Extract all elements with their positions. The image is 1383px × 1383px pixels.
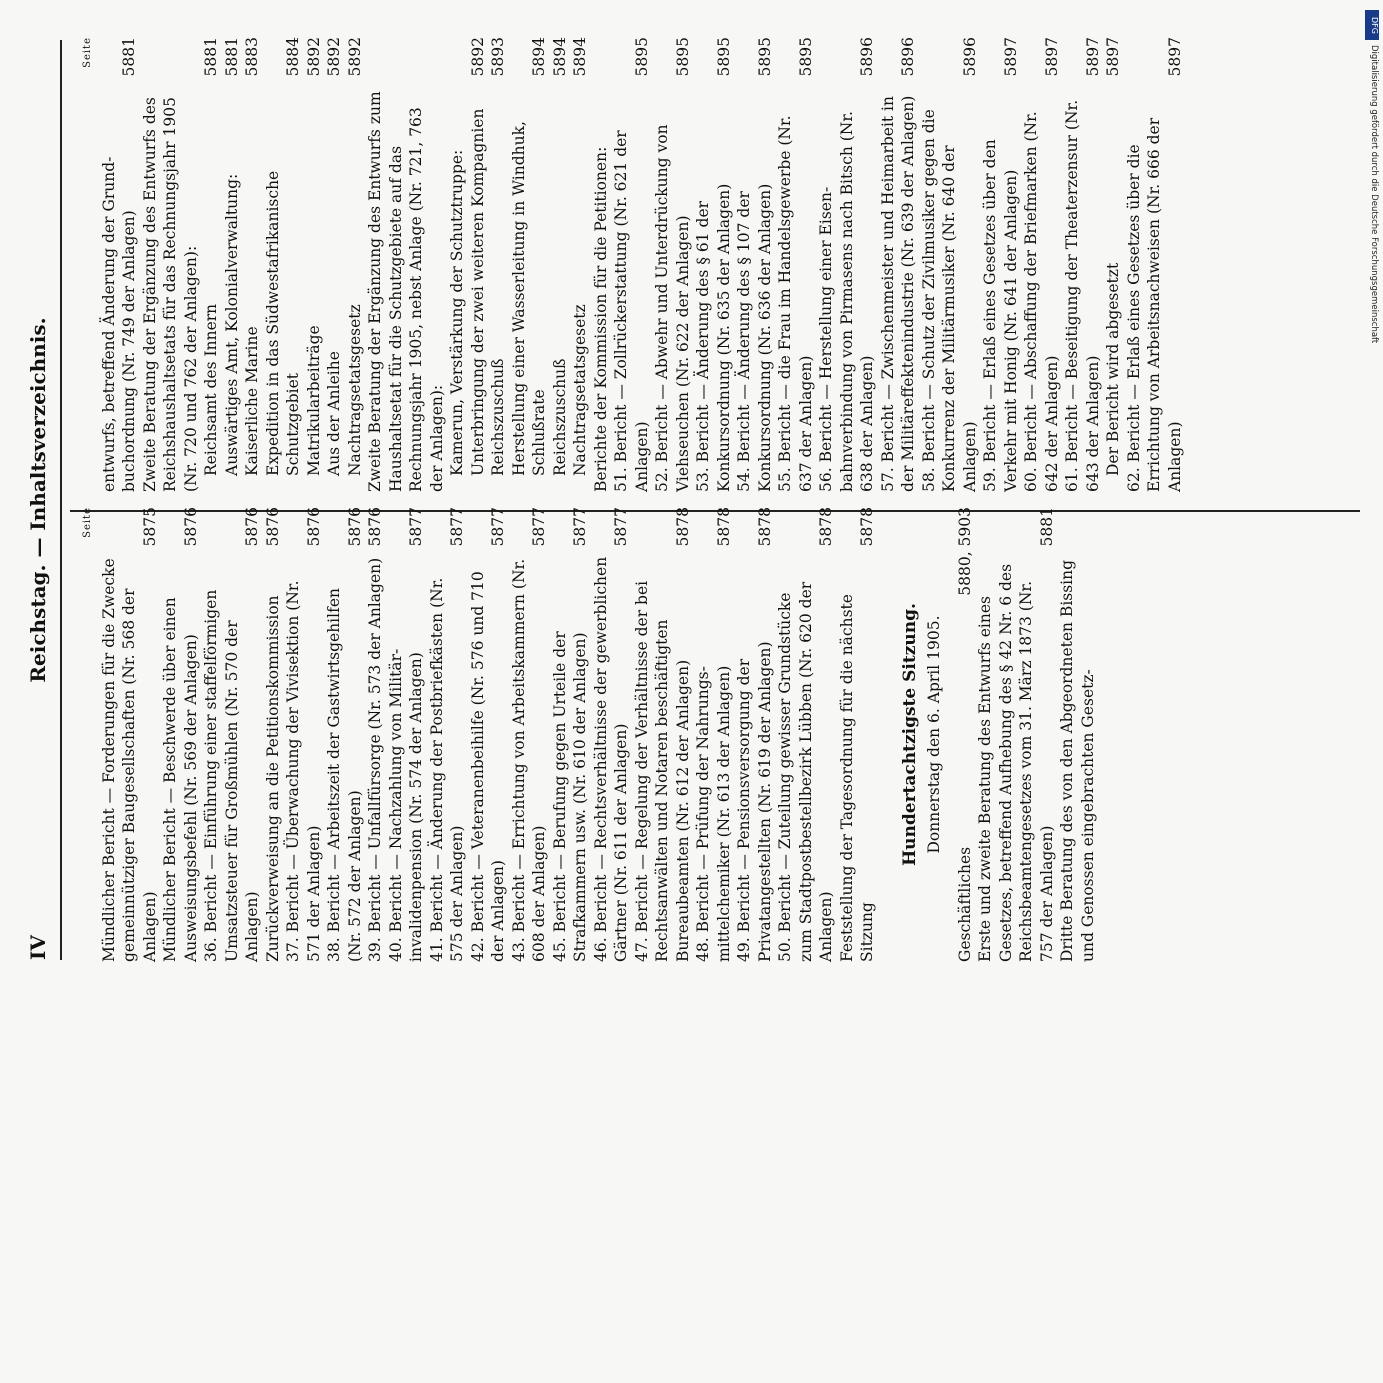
seite-label: Seite [82,507,93,538]
toc-entry [345,37,366,492]
toc-entry-text: 49. Bericht — Pensionsversorgung der Privatangestellten (Nr. 619 der Anlagen) [735,641,774,962]
toc-entry [570,37,591,492]
toc-entry-text: 60. Bericht — Abschaffung der Briefmarken (Nr. 642 der Anlagen) [1022,111,1061,492]
toc-entry-page: 5876 [181,507,200,547]
toc-entry-text: Mündlicher Bericht — Beschwerde über einen Ausweisungsbefehl (Nr. 569 der Anlagen) [161,597,200,962]
toc-entry [427,507,468,962]
toc-entry-page: 5881 [202,37,220,77]
seite-label-right: Seite [82,37,93,68]
toc-entry-text: 41. Bericht — Änderung der Postbriefkästen (Nr. 575 der Anlagen) [427,577,466,962]
toc-entry-text: Reichszuschuß [550,358,569,476]
toc-entry [1057,507,1098,962]
toc-entry-page: 5893 [489,37,507,77]
toc-entry [632,507,694,962]
toc-entry-page: 5877 [448,507,466,547]
toc-entry-text: 52. Bericht — Abwehr und Unterdrückung von Viehseuchen (Nr. 622 der Anlagen) [653,124,692,492]
page-number: IV [26,935,50,960]
toc-entry-text: 38. Bericht — Arbeitszeit der Gastwirtsgehilfen (Nr. 572 der Anlagen) [325,588,364,962]
toc-entry-page: 5876 [366,507,384,547]
toc-entry [878,37,919,492]
toc-entry-text: 54. Bericht — Änderung des § 107 der Konkursordnung (Nr. 636 der Anlagen) [735,183,774,492]
toc-entry-page: 5896 [858,37,876,77]
toc-entry [509,507,550,962]
toc-entry-text: 48. Bericht — Prüfung der Nahrungsmittelchemiker (Nr. 613 der Anlagen) [694,665,733,962]
toc-entry-text: Kamerun, Verstärkung der Schutztruppe: Unterbringung der zwei weiteren Kompagnien [448,108,487,476]
toc-entry-text: 58. Bericht — Schutz der Zivilmusiker gegen die Konkurrenz der Militärmusiker (Nr. 640 der Anlagen) [919,109,979,492]
toc-entry-page: 5896 [899,37,917,77]
toc-entry-text: Nachtragsetatsgesetz [571,304,589,476]
toc-entry-page: 5881 [1037,507,1056,547]
toc-entry [324,507,365,962]
toc-entry-page: 5884 [284,37,302,77]
toc-entry-page: 5875 [140,507,159,547]
toc-entry-text: 40. Bericht — Nachzahlung von Militärinvalidenpension (Nr. 574 der Anlagen) [386,648,425,962]
section-date: Donnerstag den 6. April 1905. [925,615,943,854]
toc-entry-page: 5894 [571,37,589,77]
toc-entry [263,37,304,492]
toc-entry [509,37,550,492]
toc-entry [365,507,386,962]
toc-entry-text: Matrikularbeiträge [304,325,323,476]
toc-entry [304,37,325,492]
toc-entry [1062,37,1103,492]
toc-entry-text: 45. Bericht — Berufung gegen Urteile der Strafkammern usw. (Nr. 610 der Anlagen) [550,631,589,962]
toc-entry [386,507,427,962]
toc-entry-page: 5897 [1104,37,1122,77]
toc-entry [980,37,1021,492]
toc-entry [591,507,632,962]
toc-entry-text: Aus der Anleihe [325,351,343,476]
toc-entry-text: 42. Bericht — Veteranenbeihilfe (Nr. 576 und 710 der Anlagen) [468,571,507,962]
toc-entry-text: 55. Bericht — die Frau im Handelsgewerbe (Nr. 637 der Anlagen) [776,115,815,492]
toc-entry [242,37,263,492]
toc-entry-text: 50. Bericht — Zuteilung gewisser Grundstücke zum Stadtpostbestellbezirk Lübben (Nr. 620 der Anlagen) [776,581,835,962]
toc-entry-page: 5894 [530,37,548,77]
right-entry-list [99,37,1186,492]
toc-entry-page: 5878 [755,507,774,547]
toc-entry [775,37,816,492]
toc-entry-page: 5892 [345,37,364,77]
toc-entry-text: 53. Bericht — Änderung des § 61 der Konkursordnung (Nr. 635 der Anlagen) [694,183,733,492]
toc-entry [975,507,1057,962]
left-column [78,507,1098,962]
toc-entry-text: Berichte der Kommission für die Petitionen: [591,146,610,492]
toc-entry-text: Der Bericht wird abgesetzt [1104,262,1122,476]
toc-entry-page: 5881 [120,37,138,77]
toc-entry-text: Kaiserliche Marine [243,326,261,476]
toc-entry-text: 56. Bericht — Herstellung einer Eisenbahnverbindung von Pirmasens nach Bitsch (Nr. 638 der Anlagen) [817,111,876,492]
toc-entry [365,37,447,492]
toc-entry-text: Reichszuschuß [489,358,507,476]
toc-entry [324,37,345,492]
toc-entry-text: 39. Bericht — Unfallfürsorge (Nr. 573 der Anlagen) [366,557,384,962]
running-title: Reichstag. — Inhaltsverzeichnis. [26,317,50,683]
toc-entry-page: 5892 [468,37,487,77]
toc-entry-page: 5876 [304,507,323,547]
toc-entry [693,507,734,962]
toc-entry [775,507,837,962]
toc-entry-page: 5876 [243,507,261,547]
toc-entry-page: 5897 [1001,37,1020,77]
toc-entry [99,507,161,962]
toc-entry-text: Expedition in das Südwestafrikanische Schutzgebiet [263,170,302,476]
toc-entry [201,37,222,492]
toc-entry [263,507,284,962]
toc-entry-text: 57. Bericht — Zwischenmeister und Heimarbeit in der Militäreffektenindustrie (Nr. 639 der Anlagen) [878,95,917,492]
toc-entry [160,507,201,962]
toc-entry [468,507,509,962]
header-rule [60,40,62,960]
toc-entry-text: Mündlicher Bericht — Forderungen für die Zwecke gemeinnütziger Baugesellschaften (Nr. 568 der Anlagen) [99,558,159,962]
toc-entry-page: 5877 [571,507,589,547]
toc-entry-page: 5880, 5903 [955,507,974,596]
toc-entry-page: 5877 [407,507,425,547]
toc-entry-page: 5892 [304,37,323,77]
toc-entry-text: Zweite Beratung der Ergänzung des Entwurfs zum Haushaltsetat für die Schutzgebiete auf das Rechnungsjahr 1905, nebst Anlage (Nr. 721, 763 der Anlagen): [366,91,446,492]
toc-entry-text: Auswärtiges Amt, Kolonialverwaltung: [222,173,241,476]
toc-entry [550,507,591,962]
toc-entry [1021,37,1062,492]
toc-entry [591,37,612,492]
toc-entry [201,507,263,962]
toc-entry-text: Herstellung einer Wasserleitung in Windhuk, Schlußrate [509,121,548,476]
toc-entry [140,37,202,492]
toc-entry-page: 5877 [530,507,548,547]
toc-entry-page: 5876 [345,507,364,547]
toc-entry [1103,37,1124,492]
toc-entry-text: Nachtragsetatsgesetz [345,304,364,476]
toc-entry-page: 5895 [796,37,815,77]
toc-entry [99,37,140,492]
toc-entry-page: 5877 [612,507,630,547]
toc-entry-text: Geschäftliches [955,846,974,962]
toc-entry-text: 47. Bericht — Regelung der Verhältnisse der bei Rechtsanwälten und Notaren beschäftigten Bureaubeamten (Nr. 612 der Anlagen) [632,580,692,962]
toc-entry-page: 5878 [714,507,733,547]
toc-entry-page: 5895 [714,37,733,77]
toc-entry [837,507,878,962]
toc-entry-page: 5881 [222,37,241,77]
toc-entry [488,37,509,492]
toc-entry-page: 5878 [673,507,692,547]
toc-entry-text: 59. Bericht — Erlaß eines Gesetzes über den Verkehr mit Honig (Nr. 641 der Anlagen) [981,139,1020,492]
toc-entry [283,507,324,962]
toc-entry-text: 62. Bericht — Erlaß eines Gesetzes über die Errichtung von Arbeitsnachweisen (Nr. 666 der Anlagen) [1124,117,1184,492]
toc-entry [652,37,693,492]
toc-entry-page: 5876 [263,507,282,547]
toc-entry [1124,37,1186,492]
toc-entry-text: 43. Bericht — Errichtung von Arbeitskammern (Nr. 608 der Anlagen) [509,558,548,962]
toc-entry-page: 5895 [755,37,774,77]
toc-entry-page: 5895 [673,37,692,77]
toc-entry-text: entwurfs, betreffend Änderung der Grundbuchordnung (Nr. 749 der Anlagen) [99,156,138,492]
toc-entry [693,37,734,492]
toc-entry [222,37,243,492]
toc-entry [734,37,775,492]
toc-entry-page: 5892 [325,37,343,77]
toc-entry-text: 46. Bericht — Rechtsverhältnisse der gewerblichen Gärtner (Nr. 611 der Anlagen) [591,556,630,962]
toc-entry-text: 36. Bericht — Einführung einer staffelförmigen Umsatzsteuer für Großmühlen (Nr. 570 der Anlagen) [202,589,261,962]
toc-entry [550,37,571,492]
toc-entry-page: 5878 [817,507,835,547]
toc-entry [955,507,976,962]
toc-entry [611,37,652,492]
toc-entry-text: 51. Bericht — Zollrückerstattung (Nr. 621 der Anlagen) [612,130,651,492]
toc-entry-page: 5878 [858,507,876,547]
toc-entry-page: 5877 [489,507,507,547]
toc-entry-page: 5897 [1165,37,1184,77]
right-column [78,37,1185,492]
toc-entry-text: 61. Bericht — Beseitigung der Theaterzensur (Nr. 643 der Anlagen) [1063,99,1102,492]
page-header [20,40,60,960]
toc-entry-text: Dritte Beratung des von den Abgeordneten Bissing und Genossen eingebrachten Gesetz- [1058,559,1097,962]
toc-entry [816,37,878,492]
dfg-logo: DFG [1365,10,1379,40]
toc-entry-text: Zurückverweisung an die Petitionskommission [263,595,282,962]
digitization-credit: Digitalisierung gefördert durch die Deutsche Forschungsgemeinschaft [1369,45,1379,344]
section-title: Hundertachtzigste Sitzung. [899,603,920,866]
toc-entry [919,37,981,492]
toc-entry-page: 5895 [632,37,651,77]
toc-entry-text: Reichsamt des Innern [202,303,220,476]
toc-entry-page: 5894 [550,37,569,77]
toc-entry-text: 37. Bericht — Überwachung der Vivisektion (Nr. 571 der Anlagen) [284,580,323,962]
toc-entry-page: 5897 [1083,37,1102,77]
toc-entry-text: Erste und zweite Beratung des Entwurfs eines Gesetzes, betreffend Aufhebung des § 42 Nr. 6 des Reichsbeamtengesetzes vom 31. März 1873 (Nr. 757 der Anlagen) [976,563,1056,962]
toc-entry-text: Feststellung der Tagesordnung für die nächste Sitzung [837,594,876,962]
toc-entry-page: 5897 [1042,37,1061,77]
toc-entry-page: 5883 [243,37,261,77]
toc-entry [447,37,488,492]
toc-entry-text: Zweite Beratung der Ergänzung des Entwurfs des Reichshaushaltsetats für das Rechnungsjahr 1905 (Nr. 720 und 762 der Anlagen): [140,97,200,492]
left-entry-list [99,507,878,962]
toc-entry-page: 5896 [960,37,979,77]
toc-entry [734,507,775,962]
left-entry-list-2 [955,507,1099,962]
